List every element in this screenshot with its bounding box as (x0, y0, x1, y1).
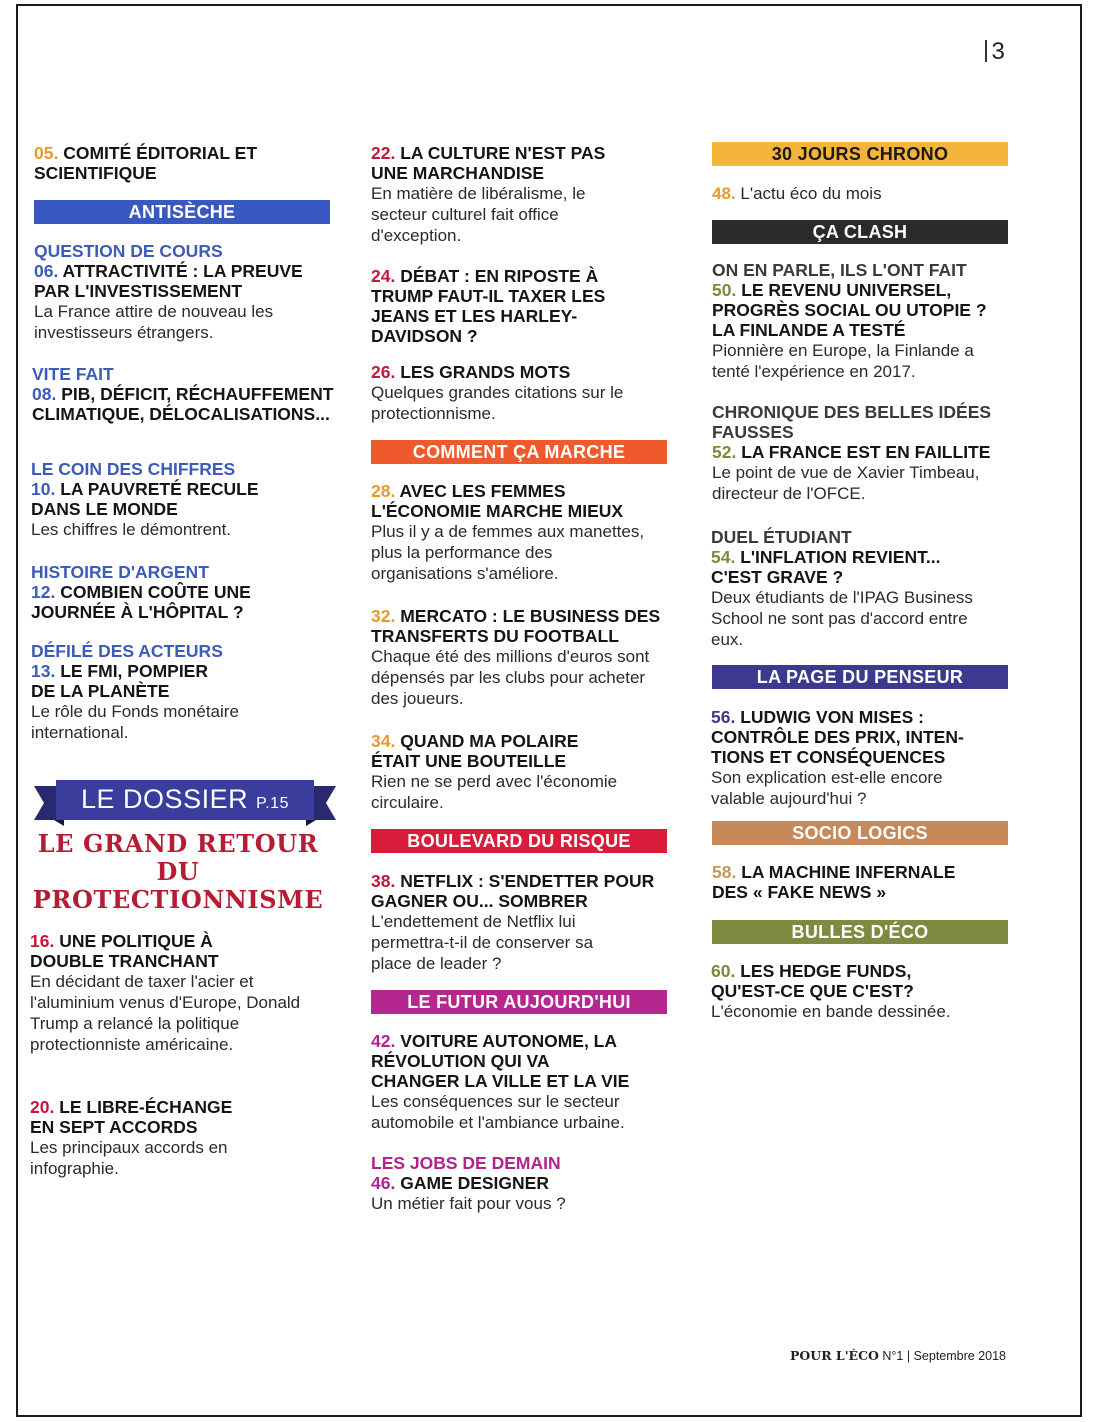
section-band-antiseche: ANTISÈCHE (34, 200, 330, 224)
entry-number: 52. (712, 442, 737, 462)
entry-title: LA FRANCE EST EN FAILLITE (741, 442, 991, 462)
toc-entry-16[interactable] (30, 931, 320, 1055)
toc-entry-58[interactable] (712, 862, 1010, 902)
entry-title: PIB, DÉFICIT, RÉCHAUFFEMENT CLIMATIQUE, DÉLOCALISATIONS... (32, 384, 334, 424)
section-band-ca-clash: ÇA CLASH (712, 220, 1008, 244)
entry-number: 24. (371, 266, 396, 286)
entry-number: 08. (32, 384, 57, 404)
entry-description: Quelques grandes citations sur le protectionnisme. (371, 383, 624, 423)
toc-entry-13[interactable] (31, 641, 331, 743)
entry-description: En matière de libéralisme, le secteur culturel fait office d'exception. (371, 184, 586, 245)
entry-title: LES GRANDS MOTS (400, 362, 571, 382)
entry-number: 60. (711, 961, 736, 981)
entry-number: 58. (712, 862, 737, 882)
entry-description: Rien ne se perd avec l'économie circulaire. (371, 772, 618, 812)
entry-description: Les chiffres le démontrent. (31, 520, 232, 539)
entry-number: 32. (371, 606, 396, 626)
entry-title: NETFLIX : S'ENDETTER POUR GAGNER OU... SOMBRER (371, 871, 655, 911)
entry-description: Un métier fait pour vous ? (371, 1194, 566, 1213)
section-band-30-jours-chrono: 30 JOURS CHRONO (712, 142, 1008, 166)
entry-number: 13. (31, 661, 56, 681)
entry-number: 50. (712, 280, 737, 300)
entry-number: 05. (34, 143, 59, 163)
footer-issue: N°1 | Septembre 2018 (882, 1349, 1007, 1363)
entry-title: LES HEDGE FUNDS, QU'EST-CE QUE C'EST? (711, 961, 914, 1001)
entry-description: Plus il y a de femmes aux manettes, plus la performance des organisations s'améliore. (371, 522, 645, 583)
entry-kicker: CHRONIQUE DES BELLES IDÉES FAUSSES (712, 402, 992, 442)
entry-number: 16. (30, 931, 55, 951)
toc-entry-28[interactable] (371, 481, 666, 584)
toc-entry-10[interactable] (31, 459, 331, 540)
entry-number: 06. (34, 261, 59, 281)
entry-description: Le point de vue de Xavier Timbeau, directeur de l'OFCE. (712, 463, 980, 503)
toc-entry-46[interactable] (371, 1153, 666, 1214)
entry-description: Son explication est-elle encore valable aujourd'hui ? (711, 768, 943, 808)
entry-title: LE REVENU UNIVERSEL, PROGRÈS SOCIAL OU UTOPIE ? LA FINLANDE A TESTÉ (712, 280, 987, 340)
toc-entry-52[interactable] (712, 402, 1010, 504)
entry-title: LA MACHINE INFERNALE DES « FAKE NEWS » (712, 862, 956, 902)
footer-brand: POUR L'ÉCO (790, 1348, 879, 1363)
toc-entry-26[interactable] (371, 362, 661, 424)
entry-description: Le rôle du Fonds monétaire international. (31, 702, 239, 742)
entry-description: La France attire de nouveau les investisseurs étrangers. (34, 302, 274, 342)
page-footer (790, 1348, 1006, 1363)
entry-number: 20. (30, 1097, 55, 1117)
entry-title: GAME DESIGNER (400, 1173, 549, 1193)
toc-entry-08[interactable] (32, 364, 337, 424)
toc-entry-20[interactable] (30, 1097, 320, 1179)
entry-title: DÉBAT : EN RIPOSTE À TRUMP FAUT-IL TAXER LES JEANS ET LES HARLEY-DAVIDSON ? (371, 266, 606, 346)
toc-entry-42[interactable] (371, 1031, 669, 1133)
toc-entry-54[interactable] (711, 527, 1009, 650)
entry-title: L'INFLATION REVIENT... C'EST GRAVE ? (711, 547, 941, 587)
entry-kicker: QUESTION DE COURS (34, 241, 223, 261)
entry-number: 22. (371, 143, 396, 163)
toc-entry-06[interactable] (34, 241, 334, 343)
entry-title: LUDWIG VON MISES : CONTRÔLE DES PRIX, INTEN-TIONS ET CONSÉQUENCES (711, 707, 964, 767)
entry-title: ATTRACTIVITÉ : LA PREUVE PAR L'INVESTISSEMENT (34, 261, 303, 301)
section-band-socio-logics: SOCIO LOGICS (712, 821, 1008, 845)
entry-number: 46. (371, 1173, 396, 1193)
entry-number: 12. (31, 582, 56, 602)
entry-kicker: ON EN PARLE, ILS L'ONT FAIT (712, 260, 967, 280)
toc-entry-34[interactable] (371, 731, 666, 813)
entry-description: Deux étudiants de l'IPAG Business School ne sont pas d'accord entre eux. (711, 588, 973, 649)
entry-kicker: LE COIN DES CHIFFRES (31, 459, 236, 479)
section-band-le-futur-aujourdhui: LE FUTUR AUJOURD'HUI (371, 990, 667, 1014)
entry-description: Pionnière en Europe, la Finlande a tenté l'expérience en 2017. (712, 341, 974, 381)
toc-entry-38[interactable] (371, 871, 666, 974)
toc-entry-05[interactable] (34, 143, 334, 183)
toc-entry-60[interactable] (711, 961, 1009, 1022)
toc-entry-48[interactable] (712, 183, 1007, 204)
entry-description: L'actu éco du mois (740, 184, 882, 203)
dossier-page: P.15 (256, 795, 289, 812)
entry-title: COMITÉ ÉDITORIAL ET SCIENTIFIQUE (34, 143, 258, 183)
entry-number: 56. (711, 707, 736, 727)
entry-description: L'endettement de Netflix lui permettra-t-il de conserver sa place de leader ? (371, 912, 594, 973)
entry-number: 26. (371, 362, 396, 382)
entry-title: LA PAUVRETÉ RECULE DANS LE MONDE (31, 479, 259, 519)
entry-title: AVEC LES FEMMES L'ÉCONOMIE MARCHE MIEUX (371, 481, 624, 521)
dossier-ribbon[interactable] (34, 776, 336, 826)
entry-kicker: VITE FAIT (32, 364, 114, 384)
entry-title: COMBIEN COÛTE UNE JOURNÉE À L'HÔPITAL ? (31, 582, 251, 622)
toc-entry-24[interactable] (371, 266, 656, 346)
dossier-title: LE GRAND RETOUR DU PROTECTIONNISME (32, 829, 324, 914)
entry-kicker: DÉFILÉ DES ACTEURS (31, 641, 223, 661)
entry-title: MERCATO : LE BUSINESS DES TRANSFERTS DU FOOTBALL (371, 606, 661, 646)
entry-number: 48. (712, 184, 736, 203)
entry-number: 38. (371, 871, 396, 891)
entry-title: LE LIBRE-ÉCHANGE EN SEPT ACCORDS (30, 1097, 233, 1137)
entry-title: LE FMI, POMPIER DE LA PLANÈTE (31, 661, 208, 701)
section-band-boulevard-du-risque: BOULEVARD DU RISQUE (371, 829, 667, 853)
entry-kicker: DUEL ÉTUDIANT (711, 527, 852, 547)
entry-description: Les principaux accords en infographie. (30, 1138, 228, 1178)
entry-number: 54. (711, 547, 736, 567)
entry-number: 28. (371, 481, 396, 501)
section-band-la-page-du-penseur: LA PAGE DU PENSEUR (712, 665, 1008, 689)
entry-title: VOITURE AUTONOME, LA RÉVOLUTION QUI VA CHANGER LA VILLE ET LA VIE (371, 1031, 630, 1091)
entry-number: 34. (371, 731, 396, 751)
toc-entry-32[interactable] (371, 606, 666, 709)
entry-title: QUAND MA POLAIRE ÉTAIT UNE BOUTEILLE (371, 731, 579, 771)
entry-number: 10. (31, 479, 56, 499)
entry-kicker: HISTOIRE D'ARGENT (31, 562, 209, 582)
entry-kicker: LES JOBS DE DEMAIN (371, 1153, 561, 1173)
entry-title: UNE POLITIQUE À DOUBLE TRANCHANT (30, 931, 219, 971)
toc-entry-56[interactable] (711, 707, 1009, 809)
toc-entry-22[interactable] (371, 143, 656, 246)
entry-description: Les conséquences sur le secteur automobile et l'ambiance urbaine. (371, 1092, 625, 1132)
section-band-comment-ca-marche: COMMENT ÇA MARCHE (371, 440, 667, 464)
page-number: 3 (985, 38, 1006, 66)
section-band-bulles-deco: BULLES D'ÉCO (712, 920, 1008, 944)
toc-entry-12[interactable] (31, 562, 331, 622)
entry-description: Chaque été des millions d'euros sont dépensés par les clubs pour acheter des joueurs. (371, 647, 650, 708)
dossier-label: LE DOSSIER (81, 784, 249, 814)
toc-entry-50[interactable] (712, 260, 1010, 382)
entry-description: L'économie en bande dessinée. (711, 1002, 951, 1021)
entry-title: LA CULTURE N'EST PAS UNE MARCHANDISE (371, 143, 606, 183)
entry-description: En décidant de taxer l'acier et l'aluminium venus d'Europe, Donald Trump a relancé la politique protectionniste américaine. (30, 972, 301, 1054)
entry-number: 42. (371, 1031, 396, 1051)
